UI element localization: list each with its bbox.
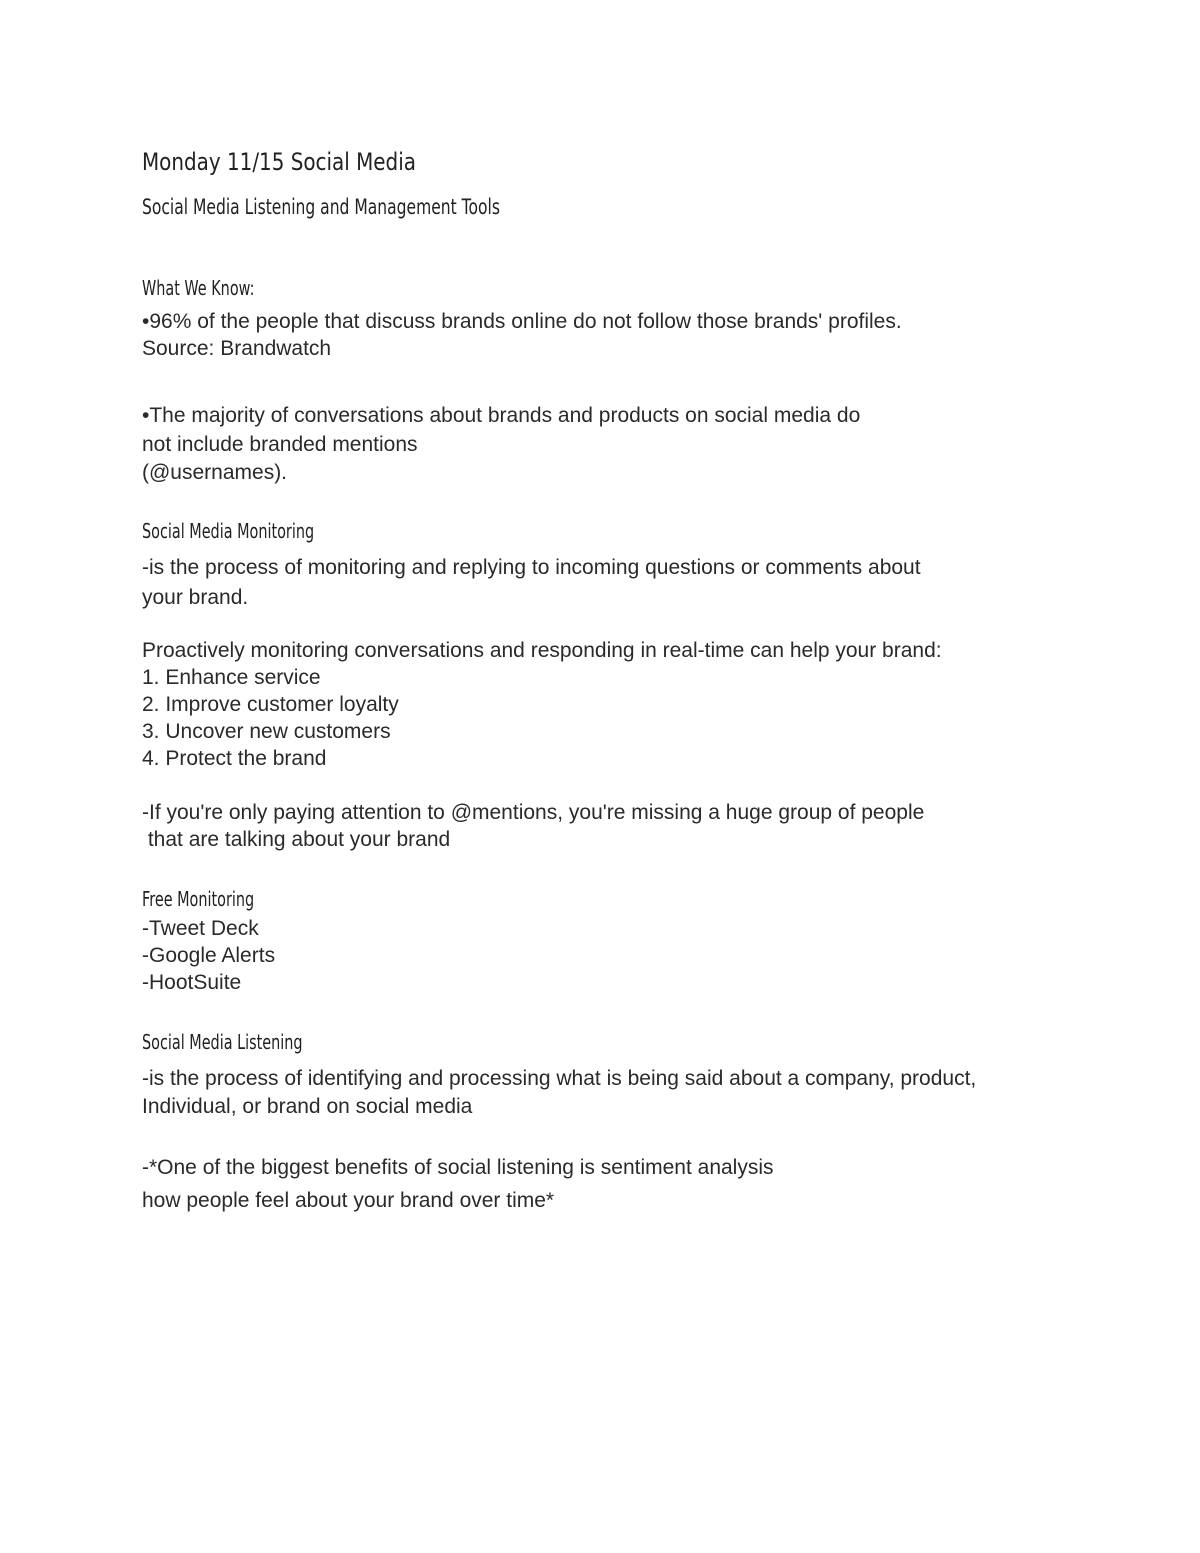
listening-benefit-line-2: how people feel about your brand over time* xyxy=(142,1189,555,1212)
listening-definition-line-2: Individual, or brand on social media xyxy=(142,1095,473,1118)
list-item: 1. Enhance service xyxy=(142,666,321,689)
free-monitoring-heading: Free Monitoring xyxy=(142,887,255,911)
listening-heading: Social Media Listening xyxy=(142,1030,303,1054)
fact-1-line-1: •96% of the people that discuss brands online do not follow those brands' profiles. xyxy=(142,310,902,333)
listening-definition-line-1: -is the process of identifying and processing what is being said about a company, product, xyxy=(142,1067,977,1090)
monitoring-note-line-1: -If you're only paying attention to @mentions, you're missing a huge group of people xyxy=(142,801,925,824)
listening-benefit-line-1: -*One of the biggest benefits of social listening is sentiment analysis xyxy=(142,1156,774,1179)
list-item: -Tweet Deck xyxy=(142,917,259,940)
list-item: 4. Protect the brand xyxy=(142,747,327,770)
fact-2-line-1: •The majority of conversations about brands and products on social media do xyxy=(142,404,861,427)
page-title: Monday 11/15 Social Media xyxy=(142,148,416,176)
monitoring-note-line-2: that are talking about your brand xyxy=(142,828,451,851)
fact-2-line-2: not include branded mentions xyxy=(142,433,418,456)
list-item: 2. Improve customer loyalty xyxy=(142,693,399,716)
fact-1-source: Source: Brandwatch xyxy=(142,337,332,360)
monitoring-definition-line-2: your brand. xyxy=(142,586,249,609)
page-subtitle: Social Media Listening and Management Tools xyxy=(142,195,500,219)
monitoring-heading: Social Media Monitoring xyxy=(142,519,315,543)
list-item: 3. Uncover new customers xyxy=(142,720,391,743)
list-item: -HootSuite xyxy=(142,971,242,994)
what-we-know-heading: What We Know: xyxy=(142,276,255,300)
monitoring-intro: Proactively monitoring conversations and responding in real-time can help your brand: xyxy=(142,639,942,662)
fact-2-line-3: (@usernames). xyxy=(142,461,288,484)
monitoring-definition-line-1: -is the process of monitoring and replying to incoming questions or comments about xyxy=(142,556,921,579)
list-item: -Google Alerts xyxy=(142,944,276,967)
